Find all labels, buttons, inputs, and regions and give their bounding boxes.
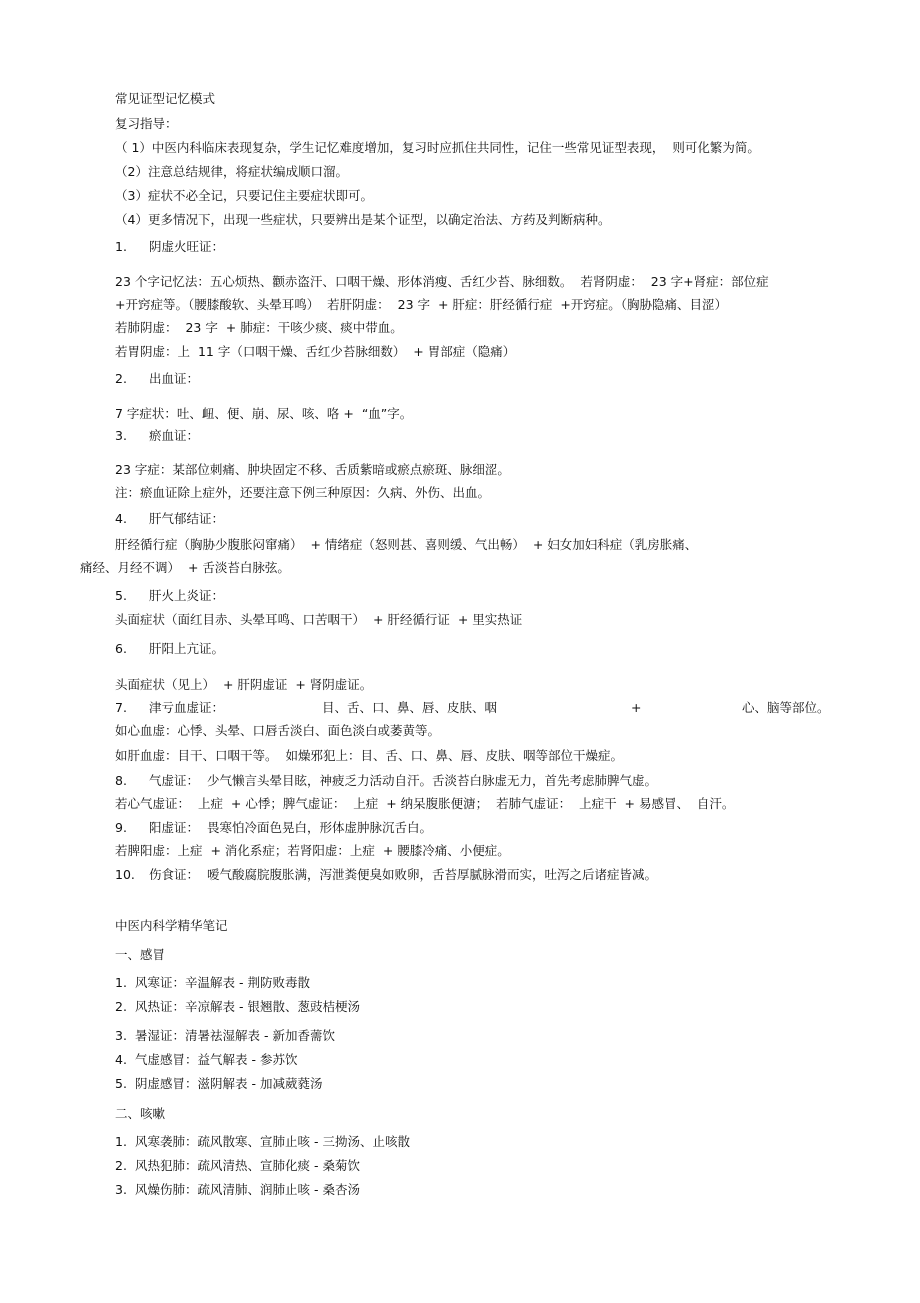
section-heading	[115, 511, 224, 527]
section-heading	[115, 588, 224, 604]
section-number: 8.	[115, 773, 127, 788]
section-line: 头面症状（见上） + 肝阴虚证 + 肾阴虚证。	[115, 677, 373, 692]
list-item: 1. 风寒证：辛温解表 - 荆防败毒散	[115, 975, 310, 990]
section-line: 23 个字记忆法：五心烦热、颧赤盗汗、口咽干燥、形体消瘦、舌红少苔、脉细数。 若肾阴虚： 23 字+肾症：部位症	[115, 274, 769, 289]
guide-heading: 复习指导：	[115, 116, 178, 131]
section-line: 若心气虚证： 上症 + 心悸；脾气虚证： 上症 + 纳呆腹胀便溏； 若肺气虚证： 上症干 + 易感冒、 自汗。	[115, 796, 735, 811]
section-heading	[115, 239, 224, 255]
list-item: 1. 风寒袭肺：疏风散寒、宣肺止咳 - 三拗汤、止咳散	[115, 1134, 410, 1149]
cold-heading: 一、感冒	[115, 947, 166, 962]
section-heading	[115, 428, 199, 444]
cough-heading: 二、咳嗽	[115, 1106, 166, 1121]
section-line: 若脾阳虚：上症 + 消化系症；若肾阳虚：上症 + 腰膝冷痛、小便症。	[115, 843, 510, 858]
doc-title: 常见证型记忆模式	[115, 91, 216, 106]
section-line: 肝经循行症（胸胁少腹胀闷窜痛） + 情绪症（怒则甚、喜则缓、气出畅） + 妇女加妇科症（乳房胀痛、	[115, 537, 698, 552]
section-line: 头面症状（面红目赤、头晕耳鸣、口苦咽干） + 肝经循行证 + 里实热证	[115, 612, 523, 627]
section-line: 23 字症：某部位刺痛、肿块固定不移、舌质紫暗或瘀点瘀斑、脉细涩。	[115, 462, 510, 477]
section-line: 7 字症状：吐、衄、便、崩、尿、咳、咯 + “血”字。	[115, 406, 413, 421]
section-plus: +	[631, 700, 642, 715]
list-item: 4. 气虚感冒：益气解表 - 参苏饮	[115, 1052, 298, 1067]
section-heading	[115, 641, 224, 657]
section-line: 若胃阴虚：上 11 字（口咽干燥、舌红少苔脉细数） + 胃部症（隐痛）	[115, 344, 516, 359]
section-heading	[115, 371, 199, 387]
section-line: 如心血虚：心悸、头晕、口唇舌淡白、面色淡白或萎黄等。	[115, 723, 441, 738]
guide-item: （4）更多情况下，出现一些症状，只要辨出是某个证型，以确定治法、方药及判断病种。	[115, 212, 611, 227]
section-number: 6.	[115, 641, 127, 656]
section-heading	[115, 700, 224, 716]
list-item: 3. 暑湿证：清暑祛湿解表 - 新加香薷饮	[115, 1028, 335, 1043]
section-number: 2.	[115, 371, 127, 386]
notes-title: 中医内科学精华笔记	[115, 918, 228, 933]
section-title: 阴虚火旺证：	[149, 239, 225, 254]
section-heading	[115, 820, 432, 836]
section-title: 出血证：	[149, 371, 200, 386]
section-number: 10.	[115, 867, 135, 882]
section-line: 注：瘀血证除上症外，还要注意下例三种原因：久病、外伤、出血。	[115, 485, 491, 500]
section-line: 若肺阴虚： 23 字 + 肺症：干咳少痰、痰中带血。	[115, 320, 403, 335]
list-item: 2. 风热犯肺：疏风清热、宣肺化痰 - 桑菊饮	[115, 1158, 360, 1173]
section-line: 痛经、月经不调） + 舌淡苔白脉弦。	[80, 560, 290, 575]
section-text: 气虚证： 少气懒言头晕目眩，神疲乏力活动自汗。舌淡苔白脉虚无力，首先考虑肺脾气虚。	[149, 773, 657, 788]
section-line: +开窍症等。（腰膝酸软、头晕耳鸣） 若肝阴虚： 23 字 + 肝症：肝经循行症 +开窍症。（胸胁隐痛、目涩）	[115, 297, 728, 312]
section-title: 瘀血证：	[149, 428, 200, 443]
guide-item: （2）注意总结规律，将症状编成顺口溜。	[115, 164, 348, 179]
section-title: 肝阳上亢证。	[149, 641, 225, 656]
section-number: 3.	[115, 428, 127, 443]
list-item: 2. 风热证：辛凉解表 - 银翘散、葱豉桔梗汤	[115, 999, 360, 1014]
section-number: 9.	[115, 820, 127, 835]
section-heading	[115, 773, 657, 789]
list-item: 5. 阴虚感冒：滋阴解表 - 加减葳蕤汤	[115, 1076, 323, 1091]
section-title: 肝火上炎证：	[149, 588, 225, 603]
section-number: 4.	[115, 511, 127, 526]
section-number: 5.	[115, 588, 127, 603]
section-number: 7.	[115, 700, 127, 715]
section-heading	[115, 867, 657, 883]
list-item: 3. 风燥伤肺：疏风清肺、润肺止咳 - 桑杏汤	[115, 1182, 360, 1197]
section-number: 1.	[115, 239, 127, 254]
section-text: 伤食证： 嗳气酸腐脘腹胀满，泻泄粪便臭如败卵，舌苔厚腻脉滑而实，吐泻之后诸症皆减。	[149, 867, 657, 882]
section-line: 如肝血虚：目干、口咽干等。 如燥邪犯上：目、舌、口、鼻、唇、皮肤、咽等部位干燥症。	[115, 748, 623, 763]
guide-item: （ 1）中医内科临床表现复杂，学生记忆难度增加，复习时应抓住共同性，记住一些常见证型表现， 则可化繁为简。	[115, 140, 760, 155]
section-part-a: 目、舌、口、鼻、唇、皮肤、咽	[322, 700, 498, 715]
guide-item: （3）症状不必全记，只要记住主要症状即可。	[115, 188, 373, 203]
section-title: 津亏血虚证：	[149, 700, 225, 715]
section-part-b: 心、脑等部位。	[742, 700, 830, 715]
section-title: 肝气郁结证：	[149, 511, 225, 526]
section-text: 阳虚证： 畏寒怕冷面色晃白，形体虚肿脉沉舌白。	[149, 820, 432, 835]
